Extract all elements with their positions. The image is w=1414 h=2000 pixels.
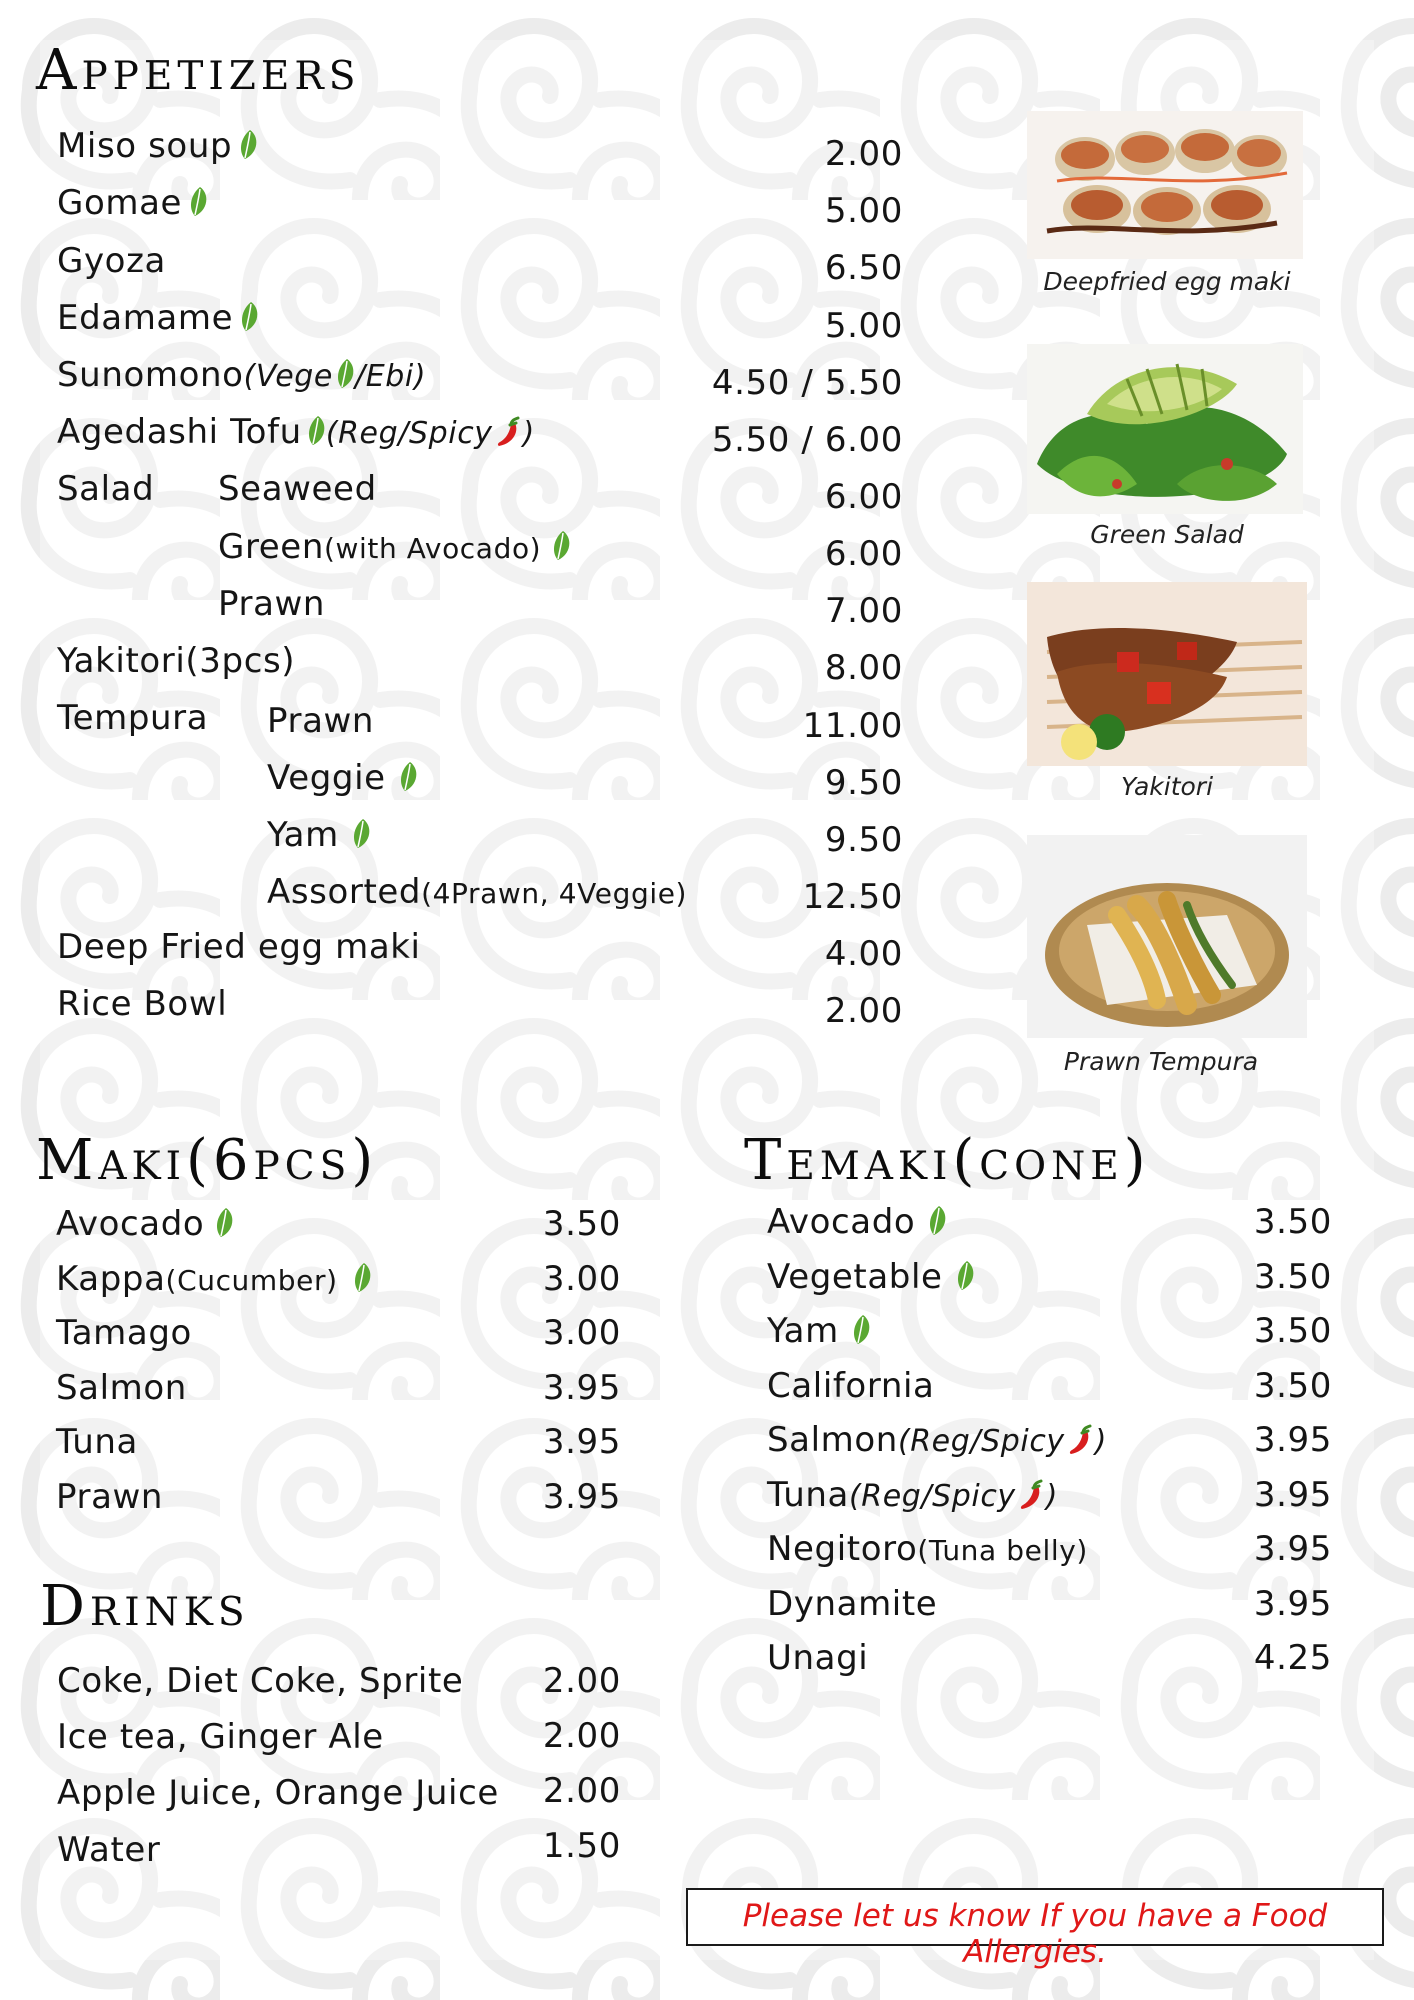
price: 4.00 [824, 934, 903, 974]
price: 6.00 [824, 477, 903, 517]
green-salad-photo [1027, 344, 1303, 514]
price: 4.50 / 5.50 [711, 363, 903, 403]
price: 3.00 [542, 1259, 621, 1299]
price: 3.95 [1253, 1584, 1332, 1624]
maki-item-tuna: Tuna [56, 1422, 138, 1462]
maki-item-kappa: Kappa(Cucumber) [56, 1259, 372, 1299]
temaki-item-unagi: Unagi [767, 1638, 869, 1678]
yakitori-photo [1027, 582, 1307, 766]
price: 3.95 [542, 1422, 621, 1462]
photo-caption: Prawn Tempura [1063, 1047, 1259, 1076]
menu-item-tempura: Tempura [57, 698, 209, 738]
menu-item-miso-soup: Miso soup [57, 126, 258, 166]
vegetarian-leaf-icon [214, 1207, 234, 1239]
maki-item-salmon: Salmon [56, 1368, 187, 1408]
temaki-item-dynamite: Dynamite [767, 1584, 938, 1624]
allergy-notice [686, 1888, 1384, 1970]
drink-item-water: Water [57, 1830, 161, 1870]
photo-caption: Deepfried egg maki [1043, 267, 1291, 296]
maki-item-prawn: Prawn [56, 1477, 164, 1517]
temaki-item-california: California [767, 1366, 935, 1406]
egg-maki-photo [1027, 111, 1303, 259]
vegetarian-leaf-icon [239, 301, 259, 333]
price: 4.25 [1253, 1638, 1332, 1678]
vegetarian-leaf-icon [955, 1260, 975, 1292]
price: 6.50 [824, 248, 903, 288]
maki-item-avocado: Avocado [56, 1204, 234, 1244]
tempura-option-veggie: Veggie [267, 758, 418, 798]
drink-item-sodas: Coke, Diet Coke, Sprite [57, 1661, 464, 1701]
salad-option-seaweed: Seaweed [218, 469, 377, 509]
price: 2.00 [542, 1716, 621, 1756]
temaki-item-tuna: Tuna(Reg/Spicy ) [767, 1475, 1059, 1515]
vegetarian-leaf-icon [335, 358, 355, 390]
price: 3.50 [542, 1204, 621, 1244]
allergy-notice-text: Please let us know If you have a Food Allergies. [742, 1898, 1328, 1970]
price: 5.00 [824, 306, 903, 346]
menu-item-agedashi-tofu: Agedashi Tofu (Reg/Spicy ) [57, 412, 535, 452]
price: 3.50 [1253, 1366, 1332, 1406]
price: 3.00 [542, 1313, 621, 1353]
price: 8.00 [824, 648, 903, 688]
tempura-option-assorted: Assorted(4Prawn, 4Veggie) [267, 872, 688, 912]
appetizers-heading: Appetizers [36, 38, 361, 103]
tempura-option-prawn: Prawn [267, 701, 375, 741]
price: 2.00 [824, 134, 903, 174]
price: 5.00 [824, 191, 903, 231]
spicy-chili-icon [1017, 1479, 1045, 1511]
price: 1.50 [542, 1826, 621, 1866]
price: 3.95 [1253, 1475, 1332, 1515]
price: 3.95 [542, 1477, 621, 1517]
price: 2.00 [542, 1771, 621, 1811]
maki-item-tamago: Tamago [56, 1313, 192, 1353]
price: 12.50 [802, 877, 903, 917]
price: 3.50 [1253, 1257, 1332, 1297]
menu-item-sunomono: Sunomono(Vege /Ebi) [57, 355, 427, 395]
menu-item-gyoza: Gyoza [57, 241, 166, 281]
menu-item-deep-fried-egg-maki: Deep Fried egg maki [57, 927, 421, 967]
price: 3.95 [1253, 1420, 1332, 1460]
vegetarian-leaf-icon [188, 186, 208, 218]
price: 3.50 [1253, 1311, 1332, 1351]
vegetarian-leaf-icon [238, 129, 258, 161]
vegetarian-leaf-icon [352, 1262, 372, 1294]
menu-item-salad: Salad [57, 469, 155, 509]
maki-heading: Maki(6pcs) [36, 1128, 379, 1193]
vegetarian-leaf-icon [306, 415, 326, 447]
prawn-tempura-photo [1027, 835, 1307, 1038]
menu-item-gomae: Gomae [57, 183, 208, 223]
vegetarian-leaf-icon [351, 818, 371, 850]
temaki-heading: Temaki(cone) [744, 1128, 1151, 1193]
menu-item-yakitori: Yakitori(3pcs) [57, 641, 296, 681]
price: 7.00 [824, 591, 903, 631]
temaki-item-salmon: Salmon(Reg/Spicy ) [767, 1420, 1108, 1460]
photo-caption: Green Salad [1090, 520, 1244, 549]
salad-option-green: Green(with Avocado) [218, 527, 571, 567]
price: 9.50 [824, 763, 903, 803]
vegetarian-leaf-icon [398, 761, 418, 793]
price: 3.95 [542, 1368, 621, 1408]
temaki-item-negitoro: Negitoro(Tuna belly) [767, 1529, 1088, 1569]
price: 2.00 [542, 1661, 621, 1701]
tempura-option-yam: Yam [267, 815, 371, 855]
vegetarian-leaf-icon [551, 530, 571, 562]
price: 9.50 [824, 820, 903, 860]
price: 3.95 [1253, 1529, 1332, 1569]
price: 11.00 [802, 706, 903, 746]
price: 5.50 / 6.00 [711, 420, 903, 460]
vegetarian-leaf-icon [927, 1205, 947, 1237]
temaki-item-vegetable: Vegetable [767, 1257, 975, 1297]
spicy-chili-icon [1066, 1424, 1094, 1456]
photo-caption: Yakitori [1120, 772, 1214, 801]
temaki-item-avocado: Avocado [767, 1202, 947, 1242]
drinks-heading: Drinks [40, 1574, 250, 1639]
spicy-chili-icon [494, 416, 522, 448]
temaki-item-yam: Yam [767, 1311, 871, 1351]
price: 3.50 [1253, 1202, 1332, 1242]
price: 6.00 [824, 534, 903, 574]
menu-item-edamame: Edamame [57, 298, 259, 338]
drink-item-ice-tea: Ice tea, Ginger Ale [57, 1717, 384, 1757]
drink-item-juice: Apple Juice, Orange Juice [57, 1773, 499, 1813]
price: 2.00 [824, 991, 903, 1031]
salad-option-prawn: Prawn [218, 584, 326, 624]
vegetarian-leaf-icon [851, 1314, 871, 1346]
menu-item-rice-bowl: Rice Bowl [57, 984, 228, 1024]
